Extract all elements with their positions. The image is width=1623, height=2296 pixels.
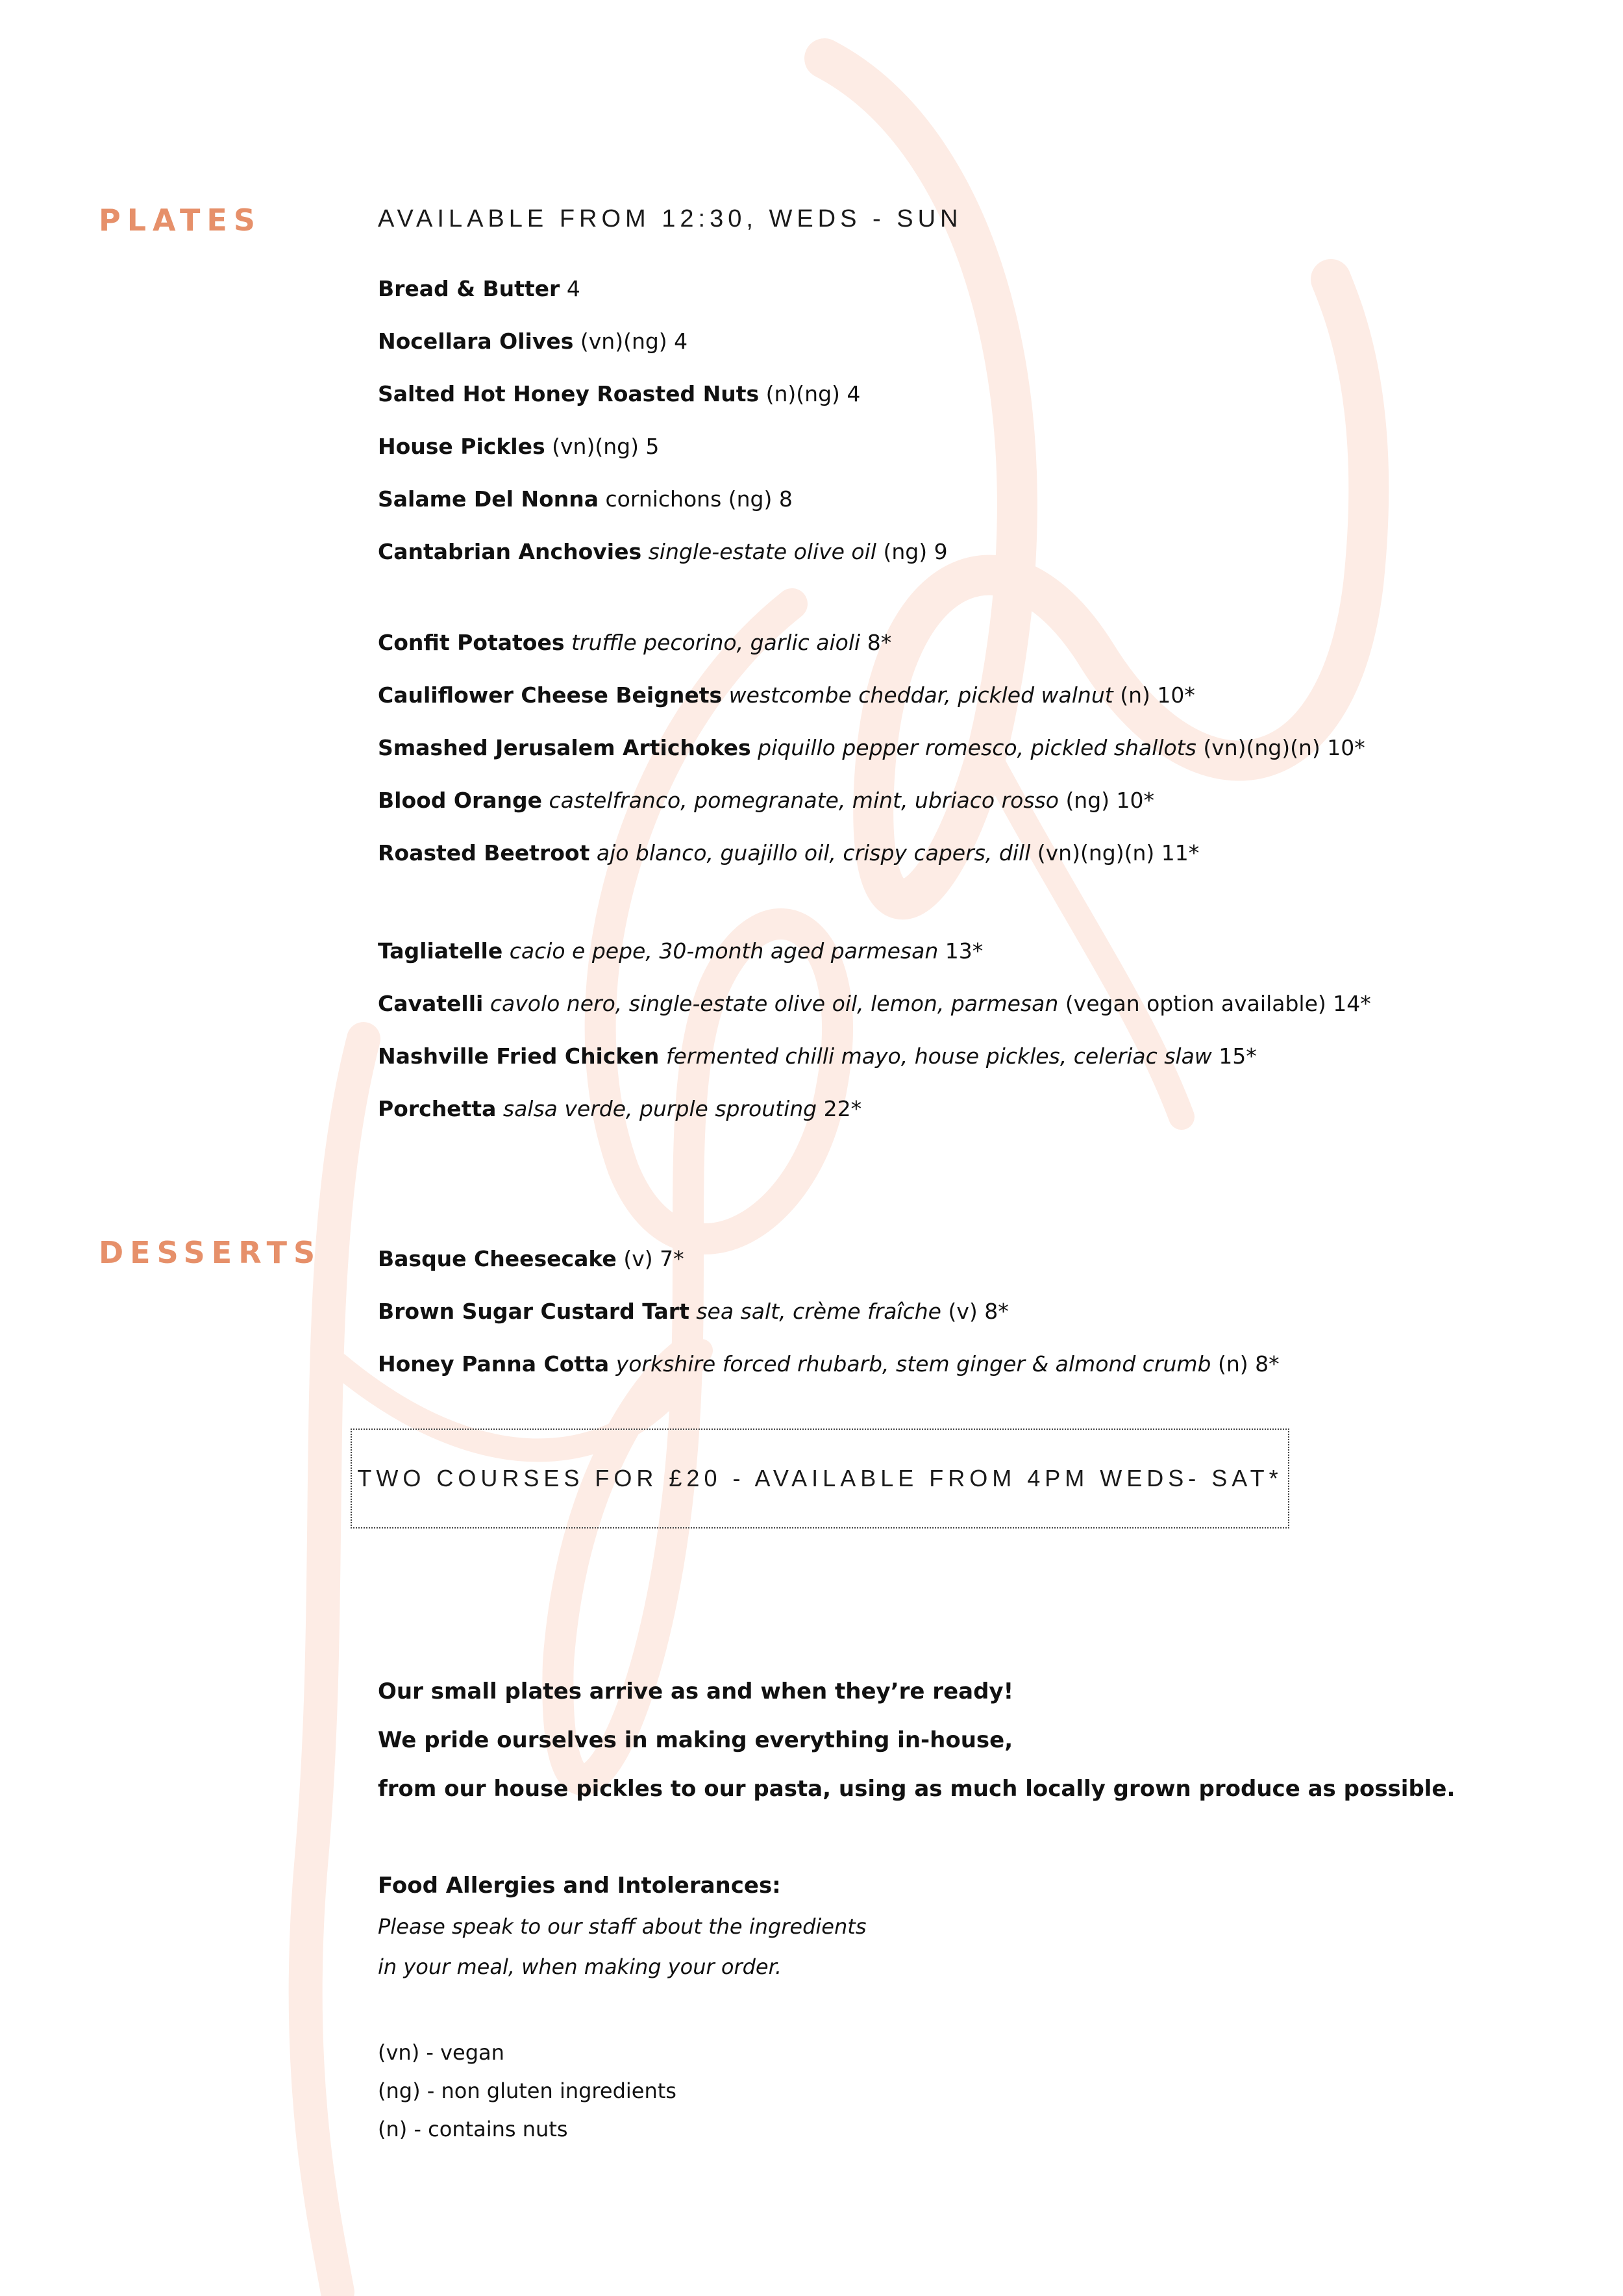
legend-vegan: (vn) - vegan xyxy=(378,2040,504,2065)
menu-item-roasted-beetroot xyxy=(378,827,1365,879)
item-name: House Pickles xyxy=(378,434,545,459)
menu-item-cavatelli xyxy=(378,977,1371,1030)
item-name: Tagliatelle xyxy=(378,938,503,964)
item-name: Cauliflower Cheese Beignets xyxy=(378,682,723,708)
item-tags: (vn)(ng)(n) 11* xyxy=(1037,840,1200,866)
item-tags: (n)(ng) 4 xyxy=(765,381,861,406)
item-name: Roasted Beetroot xyxy=(378,840,590,866)
menu-item-tagliatelle xyxy=(378,925,1371,977)
plates-availability: AVAILABLE FROM 12:30, WEDS - SUN xyxy=(378,205,963,232)
legend-non-gluten: (ng) - non gluten ingredients xyxy=(378,2078,676,2103)
item-description: single-estate olive oil xyxy=(648,539,876,564)
desserts-group xyxy=(378,1232,1280,1390)
offer-box xyxy=(351,1429,1289,1529)
menu-item-porchetta xyxy=(378,1082,1371,1135)
item-description: ajo blanco, guajillo oil, crispy capers, dill xyxy=(596,840,1031,866)
plates-group-1 xyxy=(378,262,948,578)
menu-item-anchovies xyxy=(378,525,948,578)
allergy-line: in your meal, when making your order. xyxy=(378,1954,782,1979)
plates-group-2 xyxy=(378,616,1365,879)
menu-item-blood-orange xyxy=(378,774,1365,827)
item-name: Blood Orange xyxy=(378,788,543,813)
menu-item-bread-butter xyxy=(378,262,948,315)
item-description: fermented chilli mayo, house pickles, celeriac slaw xyxy=(665,1043,1212,1069)
item-description: cacio e pepe, 30-month aged parmesan xyxy=(509,938,939,964)
desserts-heading: DESSERTS xyxy=(99,1235,322,1270)
dietary-legend xyxy=(378,2034,676,2149)
note-line: We pride ourselves in making everything in-house, xyxy=(378,1727,1013,1753)
menu-item-salame xyxy=(378,473,948,525)
item-tags: 8* xyxy=(867,630,892,655)
item-name: Cavatelli xyxy=(378,991,484,1016)
offer-text: TWO COURSES FOR £20 - AVAILABLE FROM 4PM WEDS- SAT* xyxy=(357,1465,1283,1491)
allergy-info xyxy=(378,1865,866,1987)
item-tags: 22* xyxy=(823,1096,862,1121)
item-name: Smashed Jerusalem Artichokes xyxy=(378,735,751,760)
legend-nuts: (n) - contains nuts xyxy=(378,2117,568,2141)
menu-item-fried-chicken xyxy=(378,1030,1371,1082)
item-tags: (n) 10* xyxy=(1120,682,1195,708)
menu-item-custard-tart xyxy=(378,1285,1280,1338)
item-description: yorkshire forced rhubarb, stem ginger & almond crumb xyxy=(615,1351,1211,1377)
item-tags: (v) 7* xyxy=(623,1246,684,1271)
item-description: castelfranco, pomegranate, mint, ubriaco rosso xyxy=(549,788,1059,813)
item-name: Cantabrian Anchovies xyxy=(378,539,642,564)
item-tags: (n) 8* xyxy=(1217,1351,1280,1377)
item-description: piquillo pepper romesco, pickled shallots xyxy=(758,735,1196,760)
plates-heading: PLATES xyxy=(99,203,262,238)
item-tags: (vn)(ng)(n) 10* xyxy=(1203,735,1365,760)
item-tags: (vn)(ng) 4 xyxy=(580,329,688,354)
note-line: Our small plates arrive as and when they’re ready! xyxy=(378,1678,1014,1704)
item-name: Nocellara Olives xyxy=(378,329,574,354)
item-name: Bread & Butter xyxy=(378,276,560,301)
item-name: Porchetta xyxy=(378,1096,497,1121)
item-tags: (v) 8* xyxy=(948,1299,1009,1324)
item-name: Nashville Fried Chicken xyxy=(378,1043,660,1069)
item-description: truffle pecorino, garlic aioli xyxy=(571,630,861,655)
item-description: cavolo nero, single-estate olive oil, lemon, parmesan xyxy=(489,991,1059,1016)
item-name: Salted Hot Honey Roasted Nuts xyxy=(378,381,760,406)
item-tags: 4 xyxy=(566,276,580,301)
item-name: Confit Potatoes xyxy=(378,630,565,655)
menu-item-panna-cotta xyxy=(378,1338,1280,1390)
menu-item-house-pickles xyxy=(378,420,948,473)
item-tags: (ng) 9 xyxy=(883,539,948,564)
item-tags: 13* xyxy=(945,938,984,964)
menu-item-confit-potatoes xyxy=(378,616,1365,669)
item-tags: (vn)(ng) 5 xyxy=(552,434,660,459)
house-notes xyxy=(378,1667,1455,1814)
item-description: sea salt, crème fraîche xyxy=(696,1299,941,1324)
menu-item-roasted-nuts xyxy=(378,368,948,420)
note-line: from our house pickles to our pasta, using as much locally grown produce as possible. xyxy=(378,1776,1456,1802)
item-name: Honey Panna Cotta xyxy=(378,1351,610,1377)
item-name: Brown Sugar Custard Tart xyxy=(378,1299,689,1324)
menu-item-cauliflower-beignets xyxy=(378,669,1365,721)
plates-group-3 xyxy=(378,925,1371,1135)
menu-item-nocellara-olives xyxy=(378,315,948,368)
item-tags: cornichons (ng) 8 xyxy=(605,486,793,512)
item-tags: (ng) 10* xyxy=(1065,788,1155,813)
item-description: salsa verde, purple sprouting xyxy=(502,1096,817,1121)
allergy-line: Please speak to our staff about the ingredients xyxy=(378,1914,867,1939)
item-name: Salame Del Nonna xyxy=(378,486,599,512)
menu-item-artichokes xyxy=(378,721,1365,774)
menu-item-basque-cheesecake xyxy=(378,1232,1280,1285)
item-name: Basque Cheesecake xyxy=(378,1246,617,1271)
item-tags: 15* xyxy=(1219,1043,1257,1069)
item-description: westcombe cheddar, pickled walnut xyxy=(728,682,1113,708)
allergy-title: Food Allergies and Intolerances: xyxy=(378,1873,781,1899)
item-tags: (vegan option available) 14* xyxy=(1065,991,1371,1016)
